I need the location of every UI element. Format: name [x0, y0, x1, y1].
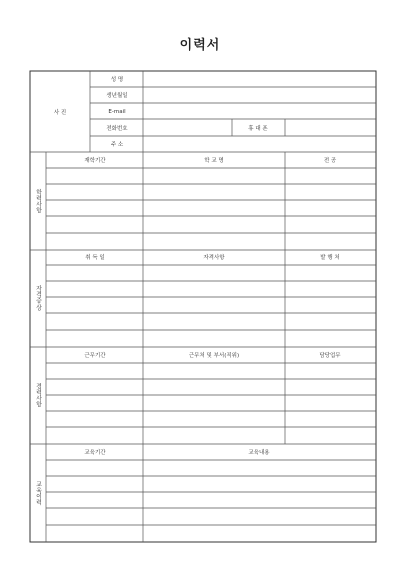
- name-label: 성 명: [110, 77, 124, 83]
- birthdate-label: 생년월일: [106, 93, 128, 99]
- education-header-period: 재학기간: [84, 158, 106, 164]
- mobile-label: 휴 대 폰: [248, 126, 268, 132]
- education-section-label: 학력사항: [34, 189, 42, 213]
- photo-label: 사 진: [53, 110, 67, 116]
- career-header-period: 근무기간: [84, 353, 106, 359]
- license-section-label: 자격증·상: [34, 285, 42, 311]
- page-title: 이력서: [179, 38, 221, 53]
- career-header-duty: 담당업무: [319, 353, 341, 359]
- career-header-company: 근무처 및 부서(직위): [188, 353, 240, 359]
- form-frame: [30, 71, 376, 542]
- phone-label: 전화번호: [106, 126, 128, 132]
- license-header-item: 자격사항: [203, 255, 225, 261]
- address-label: 주 소: [110, 142, 124, 148]
- email-label: E-mail: [108, 109, 126, 115]
- training-header-period: 교육기간: [84, 450, 106, 456]
- training-section-label: 교육이력: [34, 481, 42, 505]
- career-section-label: 경력사항: [34, 383, 42, 407]
- license-header-issuer: 발 행 처: [320, 255, 340, 261]
- training-header-content: 교육내용: [248, 450, 270, 456]
- education-header-school: 학 교 명: [204, 158, 224, 164]
- license-header-date: 취 득 일: [85, 255, 105, 261]
- education-header-major: 전 공: [323, 158, 337, 164]
